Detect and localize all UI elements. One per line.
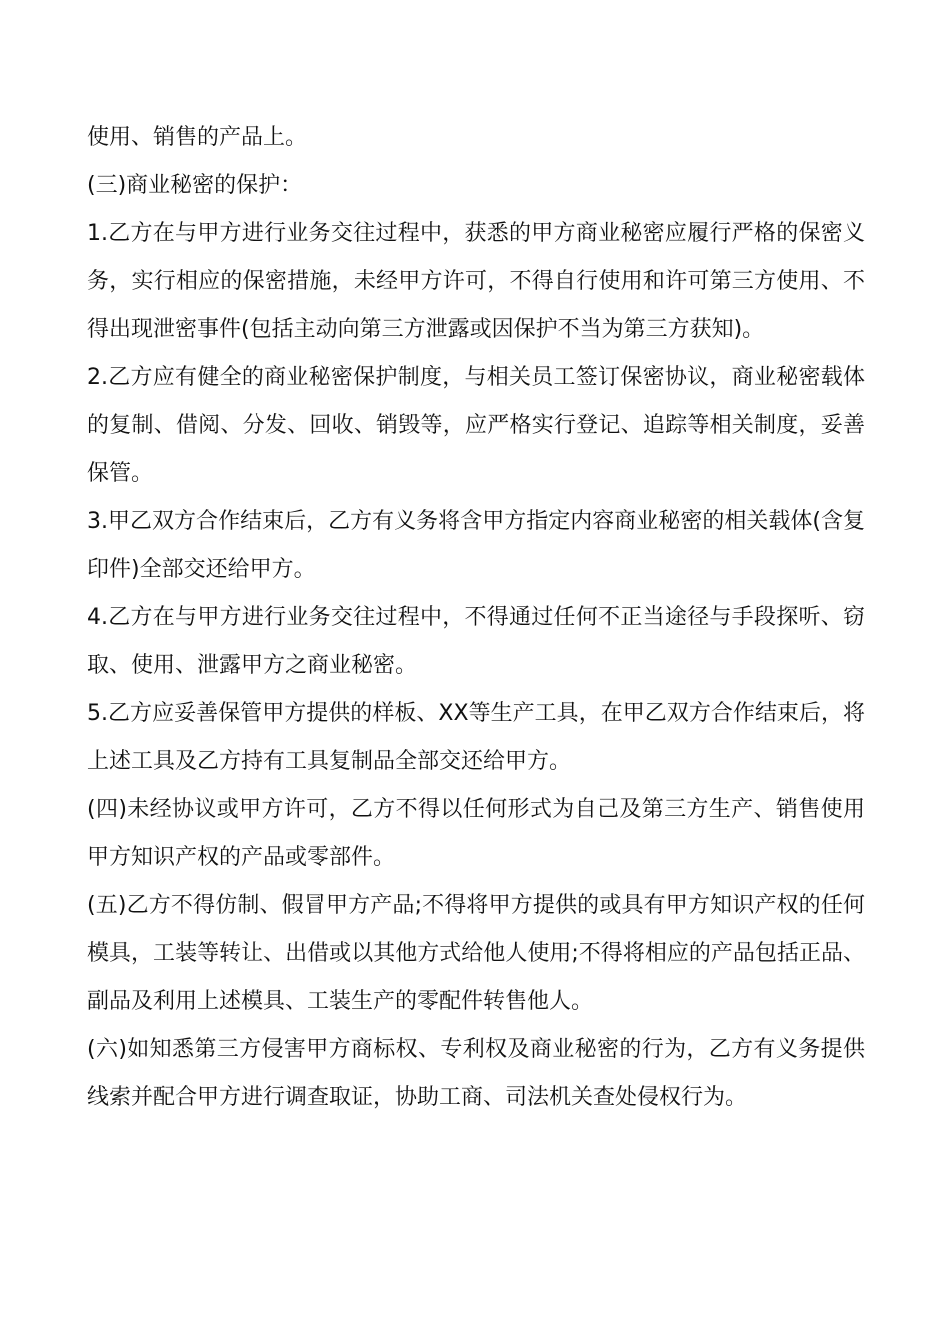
paragraph-continuation: 使用、销售的产品上。 <box>87 125 308 150</box>
section-four: (四)未经协议或甲方许可，乙方不得以任何形式为自己及第三方生产、销售使用甲方知识产权的产品或零部件。 <box>87 797 865 870</box>
clause-5: 5.乙方应妥善保管甲方提供的样板、XX等生产工具，在甲乙双方合作结束后，将上述工具及乙方持有工具复制品全部交还给甲方。 <box>87 701 865 774</box>
clause-2: 2.乙方应有健全的商业秘密保护制度，与相关员工签订保密协议，商业秘密载体的复制、借阅、分发、回收、销毁等，应严格实行登记、追踪等相关制度，妥善保管。 <box>87 365 865 486</box>
section-five: (五)乙方不得仿制、假冒甲方产品;不得将甲方提供的或具有甲方知识产权的任何模具，工装等转让、出借或以其他方式给他人使用;不得将相应的产品包括正品、副品及利用上述模具、工装生产的零配件转售他人。 <box>87 893 865 1014</box>
section-heading-trade-secret: (三)商业秘密的保护： <box>87 173 303 198</box>
clause-3: 3.甲乙双方合作结束后，乙方有义务将含甲方指定内容商业秘密的相关载体(含复印件)全部交还给甲方。 <box>87 509 865 582</box>
document-page <box>87 114 865 1122</box>
section-six: (六)如知悉第三方侵害甲方商标权、专利权及商业秘密的行为，乙方有义务提供线索并配合甲方进行调查取证，协助工商、司法机关查处侵权行为。 <box>87 1037 865 1110</box>
clause-1: 1.乙方在与甲方进行业务交往过程中，获悉的甲方商业秘密应履行严格的保密义务，实行相应的保密措施，未经甲方许可，不得自行使用和许可第三方使用、不得出现泄密事件(包括主动向第三方泄露或因保护不当为第三方获知)。 <box>87 221 865 342</box>
clause-4: 4.乙方在与甲方进行业务交往过程中，不得通过任何不正当途径与手段探听、窃取、使用、泄露甲方之商业秘密。 <box>87 605 865 678</box>
